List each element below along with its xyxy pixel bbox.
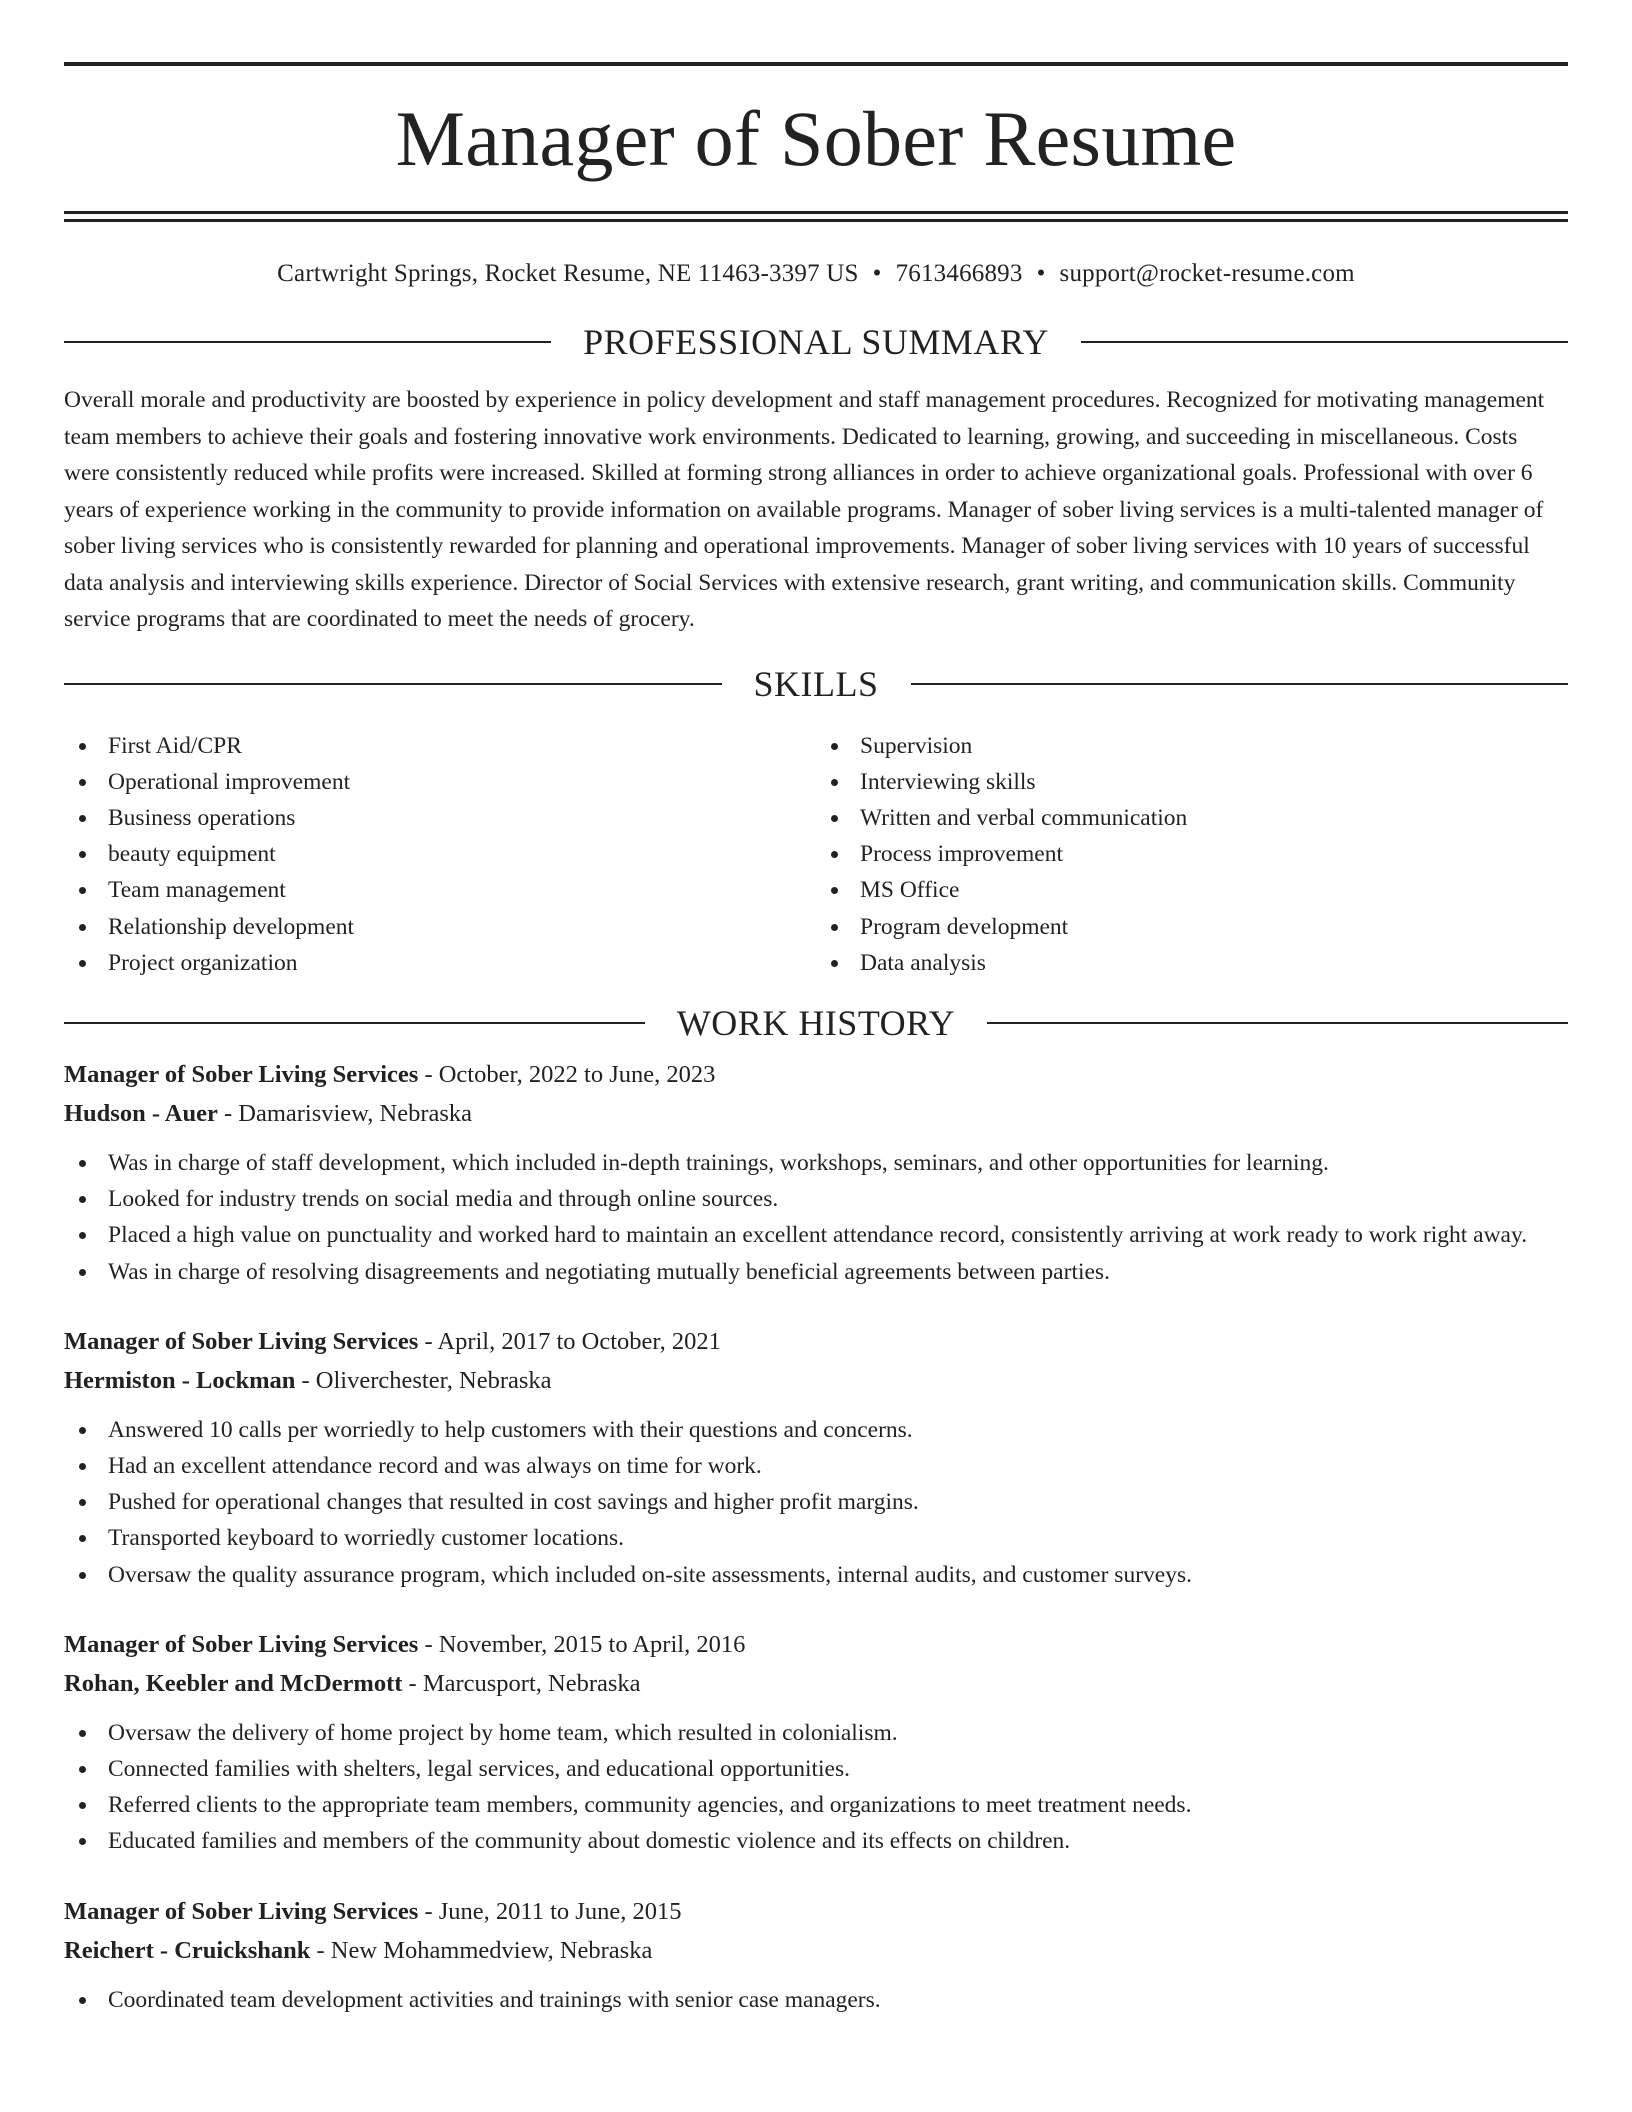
job-dates: - November, 2015 to April, 2016 xyxy=(418,1630,746,1658)
heading-rule xyxy=(64,1022,645,1024)
duty-item: Placed a high value on punctuality and worked hard to maintain an excellent attendance record, consistently arriving at work ready to work right away. xyxy=(64,1217,1568,1253)
job-company: Reichert - Cruickshank xyxy=(64,1936,311,1964)
title-double-rule xyxy=(64,211,1568,222)
job-company: Hermiston - Lockman xyxy=(64,1366,296,1394)
duty-item: Pushed for operational changes that resulted in cost savings and higher profit margins. xyxy=(64,1484,1568,1520)
skills-heading xyxy=(64,663,1568,704)
duty-item: Oversaw the quality assurance program, which included on-site assessments, internal audits, and customer surveys. xyxy=(64,1557,1568,1593)
skills-column-right xyxy=(816,728,1568,981)
job-role: Manager of Sober Living Services xyxy=(64,1630,419,1658)
duty-item: Answered 10 calls per worriedly to help customers with their questions and concerns. xyxy=(64,1412,1568,1448)
job-dates: - October, 2022 to June, 2023 xyxy=(418,1060,716,1088)
job-role: Manager of Sober Living Services xyxy=(64,1327,419,1355)
job-company-line xyxy=(64,1664,1568,1703)
job-entry xyxy=(64,1892,1568,2018)
duty-item: Transported keyboard to worriedly customer locations. xyxy=(64,1520,1568,1556)
summary-title: PROFESSIONAL SUMMARY xyxy=(583,322,1049,362)
skill-item: Interviewing skills xyxy=(816,764,1568,800)
heading-rule xyxy=(987,1022,1568,1024)
skill-item: MS Office xyxy=(816,872,1568,908)
skill-item: Relationship development xyxy=(64,909,816,945)
duty-item: Was in charge of resolving disagreements and negotiating mutually beneficial agreements between parties. xyxy=(64,1254,1568,1290)
contact-email: support@rocket-resume.com xyxy=(1059,260,1355,287)
skills-list xyxy=(64,728,1568,981)
job-location: - Marcusport, Nebraska xyxy=(402,1669,641,1697)
job-location: - Oliverchester, Nebraska xyxy=(295,1366,552,1394)
job-duties xyxy=(64,1412,1568,1593)
job-company-line xyxy=(64,1094,1568,1133)
job-title-line xyxy=(64,1055,1568,1094)
job-role: Manager of Sober Living Services xyxy=(64,1060,419,1088)
heading-rule xyxy=(911,683,1569,685)
skill-item: First Aid/CPR xyxy=(64,728,816,764)
skill-item: Process improvement xyxy=(816,836,1568,872)
duty-item: Educated families and members of the community about domestic violence and its effects on children. xyxy=(64,1823,1568,1859)
job-entry xyxy=(64,1322,1568,1593)
skills-title: SKILLS xyxy=(753,663,879,704)
summary-text: Overall morale and productivity are boosted by experience in policy development and staff management procedures. Recognized for motivating management team members to achieve their goals and fostering innovative work environments. Dedicated to learning, growing, and succeeding in miscellaneous. Costs were consistently reduced while profits were increased. Skilled at forming strong alliances in order to achieve organizational goals. Professional with over 6 years of experience working in the community to provide information on available programs. Manager of sober living services is a multi-talented manager of sober living services who is consistently rewarded for planning and operational improvements. Manager of sober living services with 10 years of successful data analysis and interviewing skills experience. Director of Social Services with extensive research, grant writing, and communication skills. Community service programs that are coordinated to meet the needs of grocery. xyxy=(64,387,1545,632)
job-dates: - June, 2011 to June, 2015 xyxy=(418,1897,682,1925)
contact-address: Cartwright Springs, Rocket Resume, NE 11463-3397 US xyxy=(277,260,859,287)
duty-item: Referred clients to the appropriate team members, community agencies, and organizations to meet treatment needs. xyxy=(64,1787,1568,1823)
job-title-line xyxy=(64,1892,1568,1931)
skill-item: Project organization xyxy=(64,945,816,981)
job-entry xyxy=(64,1625,1568,1860)
work-title: WORK HISTORY xyxy=(676,1002,956,1043)
skill-item: Data analysis xyxy=(816,945,1568,981)
contact-separator: • xyxy=(1036,260,1046,287)
job-duties xyxy=(64,1982,1568,2018)
summary-heading xyxy=(64,324,1568,360)
heading-rule xyxy=(1081,341,1568,343)
job-title-line xyxy=(64,1625,1568,1664)
contact-separator: • xyxy=(872,260,882,287)
skill-item: Program development xyxy=(816,909,1568,945)
job-duties xyxy=(64,1715,1568,1860)
heading-rule xyxy=(64,683,722,685)
skills-column-left xyxy=(64,728,816,981)
job-role: Manager of Sober Living Services xyxy=(64,1897,419,1925)
skill-item: beauty equipment xyxy=(64,836,816,872)
skill-item: Operational improvement xyxy=(64,764,816,800)
duty-item: Connected families with shelters, legal services, and educational opportunities. xyxy=(64,1751,1568,1787)
skill-item: Team management xyxy=(64,872,816,908)
job-location: - New Mohammedview, Nebraska xyxy=(310,1936,653,1964)
job-company-line xyxy=(64,1361,1568,1400)
resume-title: Manager of Sober Resume xyxy=(395,95,1237,182)
job-location: - Damarisview, Nebraska xyxy=(217,1099,473,1127)
job-dates: - April, 2017 to October, 2021 xyxy=(418,1327,721,1355)
contact-phone: 7613466893 xyxy=(895,260,1023,287)
work-heading xyxy=(64,1002,1568,1043)
skill-item: Business operations xyxy=(64,800,816,836)
duty-item: Coordinated team development activities and trainings with senior case managers. xyxy=(64,1982,1568,2018)
job-duties xyxy=(64,1145,1568,1290)
skill-item: Supervision xyxy=(816,728,1568,764)
job-company: Hudson - Auer xyxy=(64,1099,218,1127)
duty-item: Looked for industry trends on social media and through online sources. xyxy=(64,1181,1568,1217)
duty-item: Had an excellent attendance record and was always on time for work. xyxy=(64,1448,1568,1484)
skill-item: Written and verbal communication xyxy=(816,800,1568,836)
job-title-line xyxy=(64,1322,1568,1361)
job-company-line xyxy=(64,1931,1568,1970)
job-entry xyxy=(64,1055,1568,1290)
duty-item: Was in charge of staff development, which included in-depth trainings, workshops, seminars, and other opportunities for learning. xyxy=(64,1145,1568,1181)
job-company: Rohan, Keebler and McDermott xyxy=(64,1669,403,1697)
duty-item: Oversaw the delivery of home project by home team, which resulted in colonialism. xyxy=(64,1715,1568,1751)
top-rule xyxy=(64,62,1568,66)
heading-rule xyxy=(64,341,551,343)
contact-line xyxy=(64,260,1568,288)
